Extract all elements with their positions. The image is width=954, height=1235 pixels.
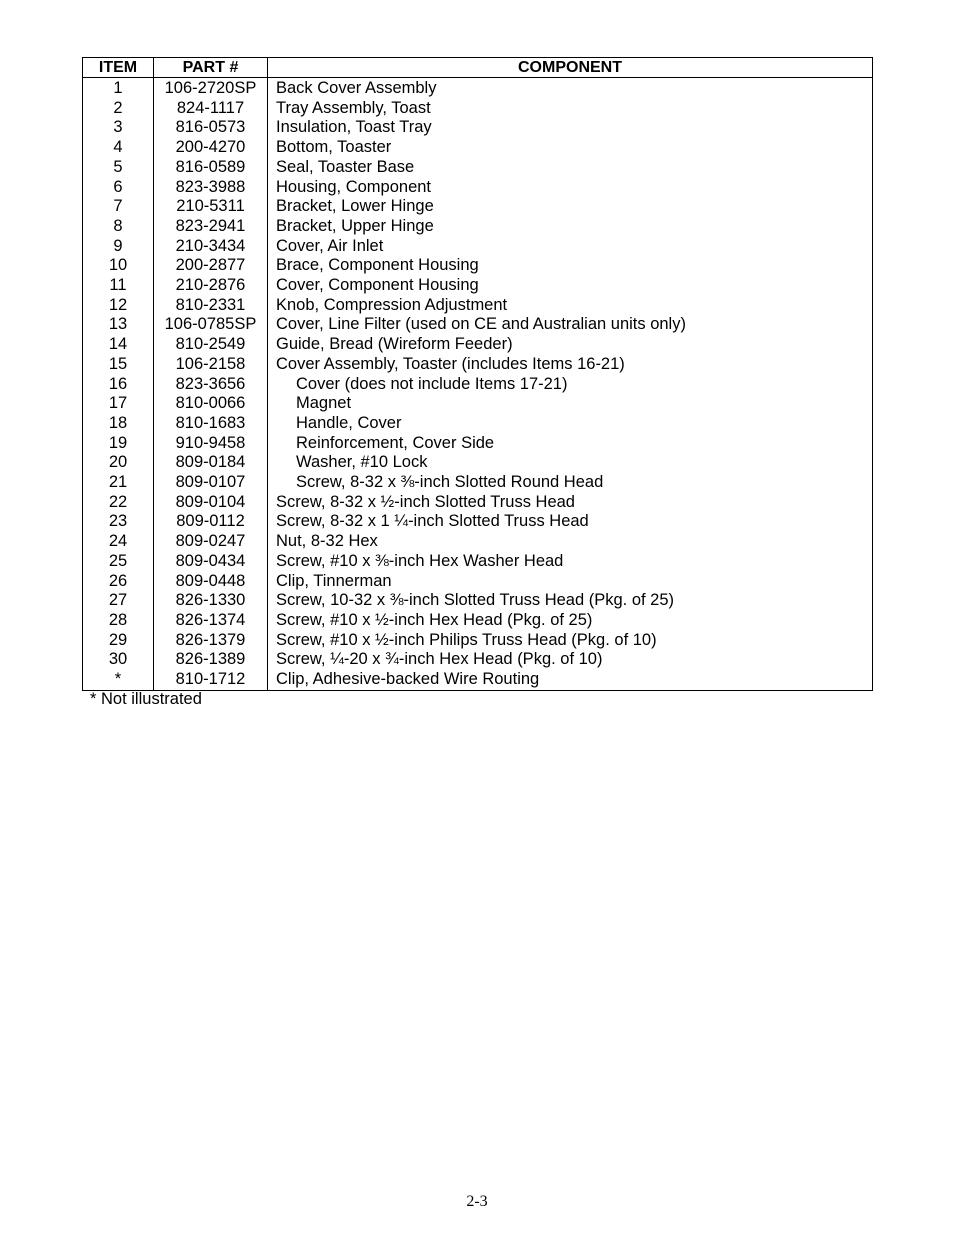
part-number-cell: 810-2331 [154,296,268,316]
part-number-cell: 810-2549 [154,335,268,355]
part-number-cell: 816-0573 [154,118,268,138]
part-number-cell: 809-0107 [154,473,268,493]
item-number-cell: 28 [83,611,154,631]
table-row [83,512,873,532]
table-header-row [83,58,873,78]
component-cell: Cover, Component Housing [268,276,873,296]
component-cell: Magnet [268,394,873,414]
item-number-cell: 1 [83,78,154,99]
part-number-cell: 106-2158 [154,355,268,375]
column-header-part: PART # [154,58,268,78]
part-number-cell: 816-0589 [154,158,268,178]
part-number-cell: 809-0434 [154,552,268,572]
part-number-cell: 910-9458 [154,434,268,454]
table-row [83,670,873,690]
table-row [83,453,873,473]
table-row [83,158,873,178]
part-number-cell: 106-2720SP [154,78,268,99]
item-number-cell: 26 [83,572,154,592]
table-row [83,394,873,414]
part-number-cell: 210-2876 [154,276,268,296]
table-row [83,532,873,552]
part-number-cell: 826-1389 [154,650,268,670]
table-row [83,78,873,99]
part-number-cell: 826-1379 [154,631,268,651]
item-number-cell: 11 [83,276,154,296]
table-row [83,217,873,237]
component-cell: Nut, 8-32 Hex [268,532,873,552]
table-row [83,434,873,454]
item-number-cell: 18 [83,414,154,434]
item-number-cell: 8 [83,217,154,237]
item-number-cell: 9 [83,237,154,257]
item-number-cell: 15 [83,355,154,375]
item-number-cell: 29 [83,631,154,651]
part-number-cell: 824-1117 [154,99,268,119]
item-number-cell: * [83,670,154,690]
component-cell: Reinforcement, Cover Side [268,434,873,454]
part-number-cell: 809-0104 [154,493,268,513]
part-number-cell: 809-0247 [154,532,268,552]
page-number: 2-3 [466,1193,488,1210]
item-number-cell: 12 [83,296,154,316]
table-row [83,296,873,316]
table-row [83,118,873,138]
table-row [83,631,873,651]
part-number-cell: 826-1374 [154,611,268,631]
item-number-cell: 10 [83,256,154,276]
parts-table-body [83,78,873,691]
table-row [83,473,873,493]
part-number-cell: 210-3434 [154,237,268,257]
component-cell: Clip, Adhesive-backed Wire Routing [268,670,873,690]
component-cell: Screw, #10 x ⅜-inch Hex Washer Head [268,552,873,572]
parts-table [82,57,873,691]
footnote: * Not illustrated [90,690,202,708]
component-cell: Housing, Component [268,178,873,198]
part-number-cell: 823-2941 [154,217,268,237]
table-row [83,178,873,198]
table-row [83,493,873,513]
item-number-cell: 21 [83,473,154,493]
table-row [83,375,873,395]
part-number-cell: 106-0785SP [154,315,268,335]
part-number-cell: 810-1683 [154,414,268,434]
item-number-cell: 27 [83,591,154,611]
item-number-cell: 5 [83,158,154,178]
component-cell: Back Cover Assembly [268,78,873,99]
component-cell: Screw, #10 x ½-inch Hex Head (Pkg. of 25) [268,611,873,631]
part-number-cell: 809-0184 [154,453,268,473]
item-number-cell: 22 [83,493,154,513]
table-row [83,414,873,434]
table-row [83,572,873,592]
component-cell: Bracket, Upper Hinge [268,217,873,237]
component-cell: Knob, Compression Adjustment [268,296,873,316]
part-number-cell: 200-2877 [154,256,268,276]
table-row [83,237,873,257]
item-number-cell: 25 [83,552,154,572]
component-cell: Screw, 8-32 x ⅜-inch Slotted Round Head [268,473,873,493]
item-number-cell: 14 [83,335,154,355]
column-header-component: COMPONENT [268,58,873,78]
table-row [83,99,873,119]
component-cell: Screw, ¼-20 x ¾-inch Hex Head (Pkg. of 10) [268,650,873,670]
component-cell: Guide, Bread (Wireform Feeder) [268,335,873,355]
component-cell: Handle, Cover [268,414,873,434]
part-number-cell: 810-1712 [154,670,268,690]
part-number-cell: 210-5311 [154,197,268,217]
part-number-cell: 809-0112 [154,512,268,532]
component-cell: Clip, Tinnerman [268,572,873,592]
component-cell: Screw, 10-32 x ⅜-inch Slotted Truss Head (Pkg. of 25) [268,591,873,611]
component-cell: Cover (does not include Items 17-21) [268,375,873,395]
item-number-cell: 19 [83,434,154,454]
item-number-cell: 13 [83,315,154,335]
item-number-cell: 23 [83,512,154,532]
part-number-cell: 826-1330 [154,591,268,611]
item-number-cell: 3 [83,118,154,138]
part-number-cell: 200-4270 [154,138,268,158]
table-row [83,276,873,296]
component-cell: Cover, Air Inlet [268,237,873,257]
component-cell: Bracket, Lower Hinge [268,197,873,217]
item-number-cell: 30 [83,650,154,670]
component-cell: Insulation, Toast Tray [268,118,873,138]
component-cell: Cover Assembly, Toaster (includes Items 16-21) [268,355,873,375]
table-row [83,611,873,631]
item-number-cell: 2 [83,99,154,119]
table-row [83,591,873,611]
item-number-cell: 17 [83,394,154,414]
component-cell: Screw, 8-32 x ½-inch Slotted Truss Head [268,493,873,513]
component-cell: Tray Assembly, Toast [268,99,873,119]
table-row [83,315,873,335]
table-row [83,256,873,276]
component-cell: Washer, #10 Lock [268,453,873,473]
part-number-cell: 809-0448 [154,572,268,592]
table-row [83,552,873,572]
column-header-item: ITEM [83,58,154,78]
component-cell: Cover, Line Filter (used on CE and Australian units only) [268,315,873,335]
item-number-cell: 7 [83,197,154,217]
component-cell: Screw, #10 x ½-inch Philips Truss Head (Pkg. of 10) [268,631,873,651]
item-number-cell: 16 [83,375,154,395]
item-number-cell: 20 [83,453,154,473]
part-number-cell: 823-3988 [154,178,268,198]
table-row [83,138,873,158]
item-number-cell: 24 [83,532,154,552]
component-cell: Screw, 8-32 x 1 ¼-inch Slotted Truss Head [268,512,873,532]
part-number-cell: 810-0066 [154,394,268,414]
component-cell: Seal, Toaster Base [268,158,873,178]
table-row [83,335,873,355]
item-number-cell: 4 [83,138,154,158]
table-row [83,355,873,375]
component-cell: Bottom, Toaster [268,138,873,158]
table-row [83,197,873,217]
part-number-cell: 823-3656 [154,375,268,395]
component-cell: Brace, Component Housing [268,256,873,276]
table-row [83,650,873,670]
item-number-cell: 6 [83,178,154,198]
